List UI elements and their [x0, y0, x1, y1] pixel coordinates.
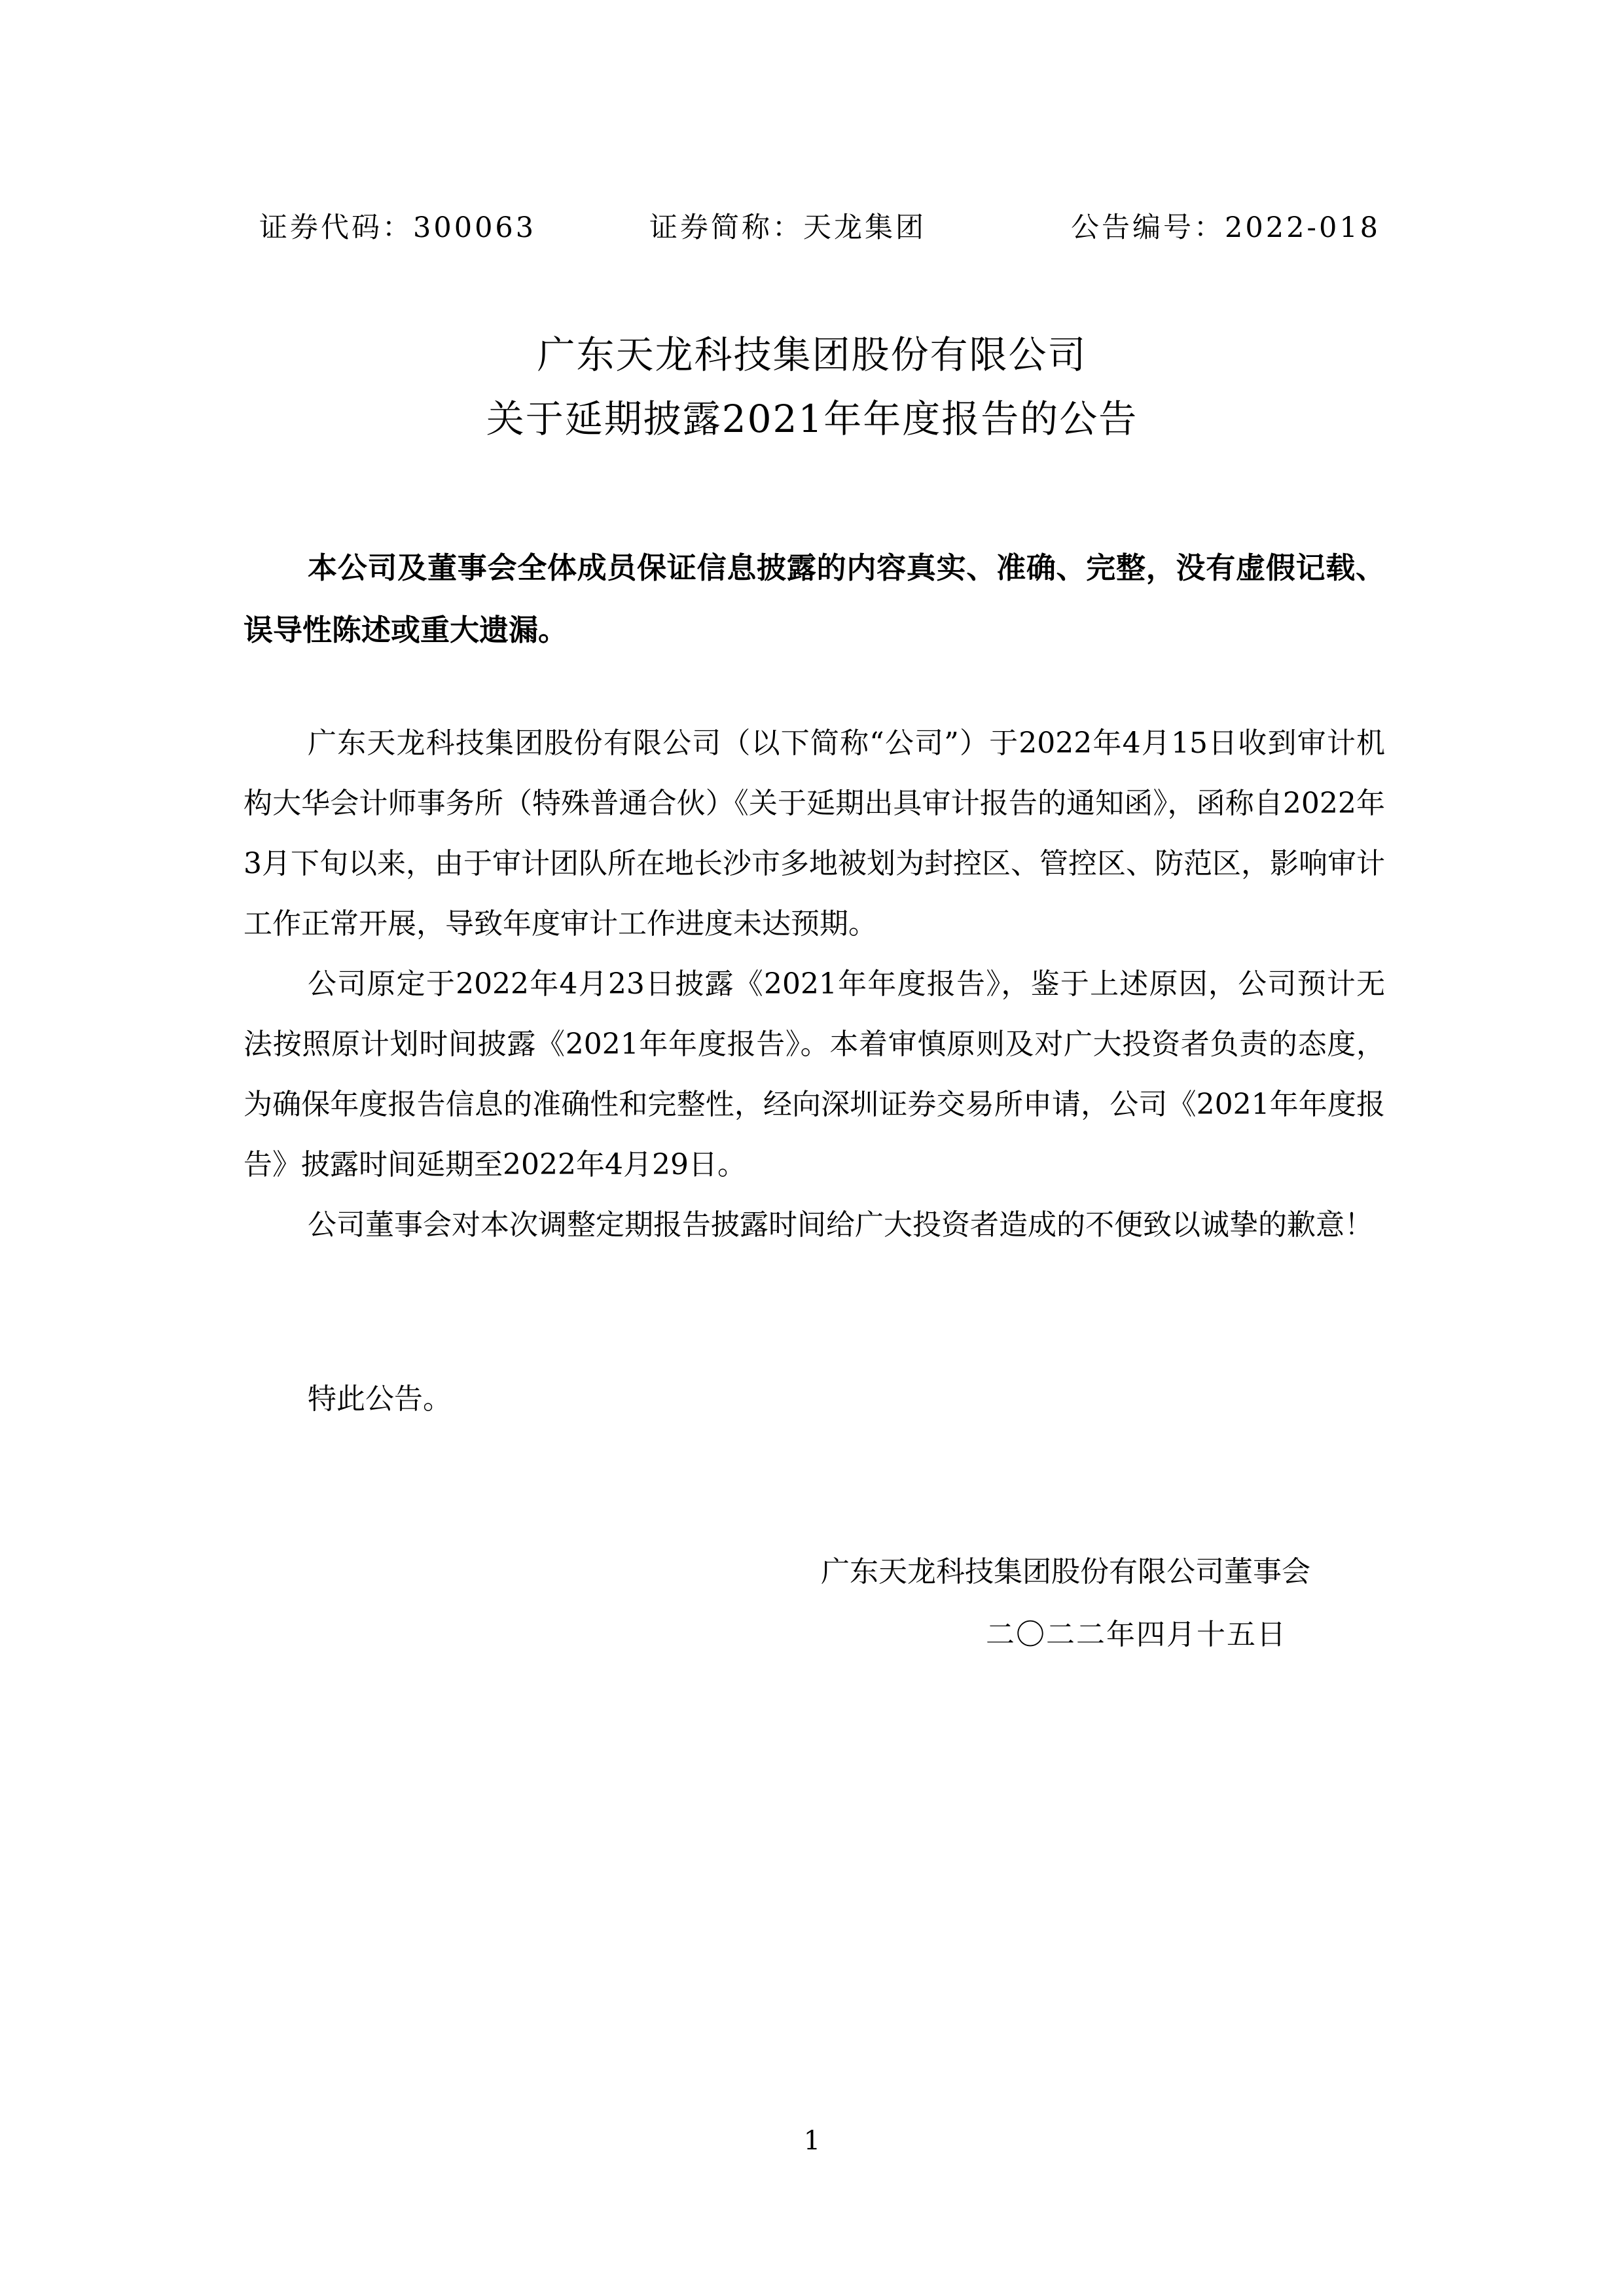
page-number: 1	[803, 2126, 821, 2156]
announcement-header	[259, 208, 1381, 247]
announcement-number: 公告编号：2022-018	[1071, 211, 1381, 244]
closing-remark: 特此公告。	[308, 1382, 452, 1416]
announcement-body	[244, 713, 1385, 1255]
body-paragraph: 公司原定于2022年4月23日披露《2021年年度报告》，鉴于上述原因，公司预计无法按照原计划时间披露《2021年年度报告》。本着审慎原则及对广大投资者负责的态度，为确保年度报告信息的准确性和完整性，经向深圳证券交易所申请，公司《2021年年度报告》披露时间延期至2022年4月29日。	[244, 967, 1385, 1181]
security-abbreviation: 证券简称：天龙集团	[649, 211, 926, 244]
security-code: 证券代码：300063	[259, 211, 537, 244]
body-paragraph: 广东天龙科技集团股份有限公司（以下简称“公司”）于2022年4月15日收到审计机构大华会计师事务所（特殊普通合伙）《关于延期出具审计报告的通知函》，函称自2022年3月下旬以来，由于审计团队所在地长沙市多地被划为封控区、管控区、防范区，影响审计工作正常开展，导致年度审计工作进度未达预期。	[244, 726, 1385, 941]
signature-company: 广东天龙科技集团股份有限公司董事会	[821, 1555, 1310, 1588]
title-company: 广东天龙科技集团股份有限公司	[537, 332, 1087, 377]
board-statement: 本公司及董事会全体成员保证信息披露的内容真实、准确、完整，没有虚假记载、误导性陈述或重大遗漏。	[244, 550, 1385, 647]
body-paragraph: 公司董事会对本次调整定期报告披露时间给广大投资者造成的不便致以诚挚的歉意！	[308, 1208, 1373, 1242]
signature-date: 二〇二二年四月十五日	[986, 1618, 1287, 1651]
title-subject: 关于延期披露2021年年度报告的公告	[486, 397, 1138, 441]
